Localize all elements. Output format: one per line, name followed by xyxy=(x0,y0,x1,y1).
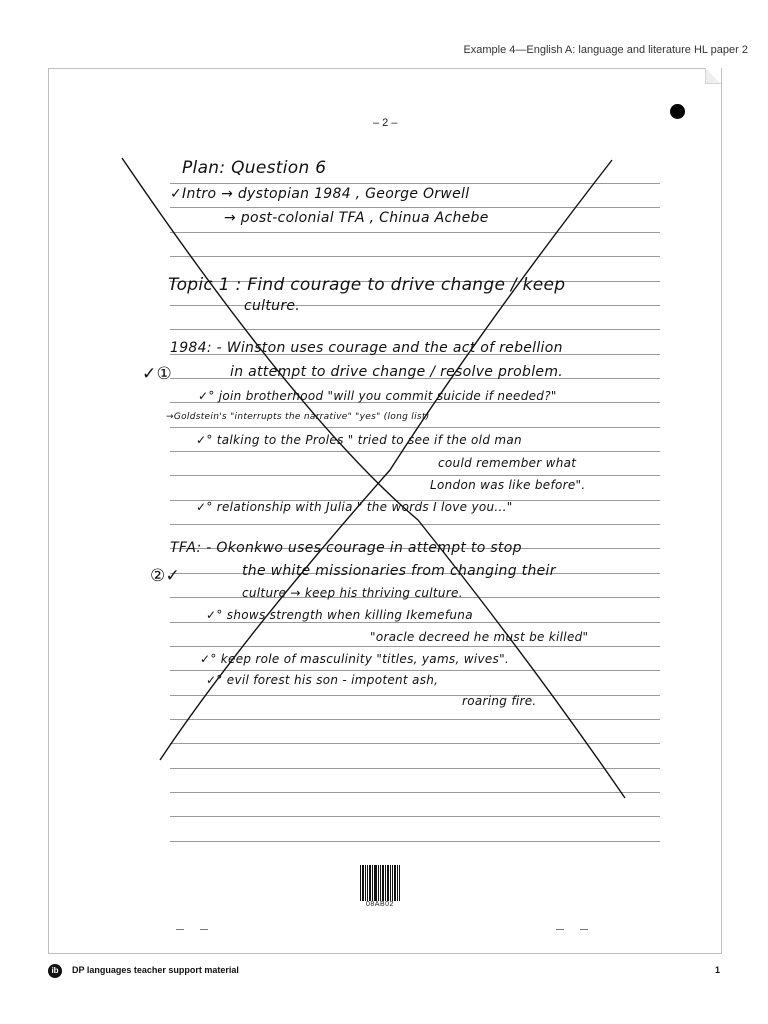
tfa-point: TFA: - Okonkwo uses courage in attempt to stop xyxy=(170,540,522,556)
topic-1-heading: Topic 1 : Find courage to drive change / keep xyxy=(168,275,566,295)
bottom-margin-dash xyxy=(176,929,184,930)
1984-point-continued: in attempt to drive change / resolve problem. xyxy=(230,364,564,380)
bottom-margin-dash xyxy=(556,929,564,930)
barcode xyxy=(360,865,400,901)
footer-page-number: 1 xyxy=(714,965,720,975)
tfa-point-culture: culture → keep his thriving culture. xyxy=(242,586,463,600)
document-header: Example 4—English A: language and literature HL paper 2 xyxy=(463,44,748,56)
plan-heading: Plan: Question 6 xyxy=(182,158,327,178)
proles-point: ✓° talking to the Proles " tried to see if the old man xyxy=(196,433,522,447)
goldstein-point: →Goldstein's "interrupts the narrative" "yes" (long list) xyxy=(166,412,430,422)
proles-quote-3: London was like before". xyxy=(430,478,586,492)
1984-point: 1984: - Winston uses courage and the act of rebellion xyxy=(170,340,563,356)
tfa-point-continued: the white missionaries from changing their xyxy=(242,563,556,579)
ib-logo-icon: ib xyxy=(48,964,62,978)
masculinity-point: ✓° keep role of masculinity "titles, yams, wives". xyxy=(200,652,510,666)
roaring-fire-quote: roaring fire. xyxy=(462,694,537,708)
bottom-margin-dash xyxy=(200,929,208,930)
footer-title: DP languages teacher support material xyxy=(72,965,239,975)
bottom-margin-dash xyxy=(580,929,588,930)
intro-line-1: ✓Intro → dystopian 1984 , George Orwell xyxy=(170,186,470,202)
brotherhood-point: ✓° join brotherhood "will you commit suicide if needed?" xyxy=(198,389,557,403)
page-corner-fold xyxy=(705,68,721,84)
evil-forest-point: ✓° evil forest his son - impotent ash, xyxy=(206,673,439,687)
point-number-2: ②✓ xyxy=(150,566,181,586)
intro-line-2: → post-colonial TFA , Chinua Achebe xyxy=(224,210,489,226)
punch-hole-mark xyxy=(670,104,685,119)
ikemefuna-point: ✓° shows strength when killing Ikemefuna xyxy=(206,608,473,622)
sheet-page-number: – 2 – xyxy=(373,117,398,129)
point-number-1: ✓① xyxy=(142,364,173,384)
barcode-label: 08AB02 xyxy=(366,901,394,908)
julia-point: ✓° relationship with Julia " the words I love you..." xyxy=(196,500,513,514)
topic-1-continued: culture. xyxy=(244,298,301,314)
oracle-quote: "oracle decreed he must be killed" xyxy=(370,630,589,644)
proles-quote-2: could remember what xyxy=(438,456,577,470)
